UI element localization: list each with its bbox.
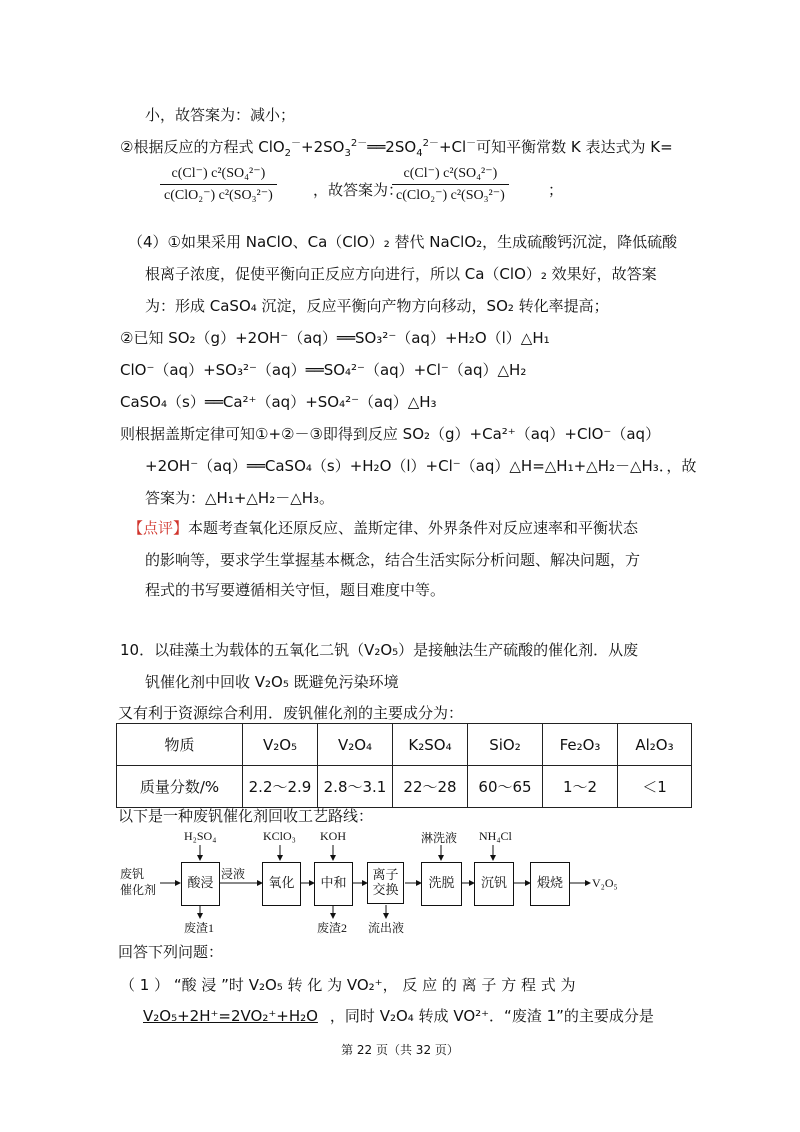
text-line: +2OH⁻（aq）══CaSO₄（s）+H₂O（l）+Cl⁻（aq）△H=△H₁+△H₂－△H₃．，故 xyxy=(145,457,697,475)
answer-line: 小，故答案为：减小； xyxy=(145,106,296,124)
table-cell: 1～2 xyxy=(543,766,618,808)
step-ion-exchange: 离子 交换 xyxy=(367,862,404,904)
answer-equation: V₂O₅+2H⁺=2VO₂⁺+H₂O xyxy=(143,1007,318,1025)
waste-label: 废渣1 xyxy=(184,921,215,935)
text-line: 则根据盖斯定律可知①+②－③即得到反应 SO₂（g）+Ca²⁺（aq）+ClO⁻（aq） xyxy=(120,425,661,443)
text-line: 答案为：△H₁+△H₂－△H₃。 xyxy=(145,489,335,507)
step-oxidation: 氧化 xyxy=(262,862,301,906)
equation-line: CaSO₄（s）══Ca²⁺（aq）+SO₄²⁻（aq）△H₃ xyxy=(120,393,437,411)
table-cell: 60～65 xyxy=(468,766,543,808)
step-elution: 洗脱 xyxy=(421,862,462,906)
equation-line: ClO⁻（aq）+SO₃²⁻（aq）══SO₄²⁻（aq）+Cl⁻（aq）△H₂ xyxy=(120,361,527,379)
product-label: V₂O₅ xyxy=(592,876,618,890)
comment-tag: 【点评】 xyxy=(128,519,189,537)
step-neutralization: 中和 xyxy=(314,862,353,906)
table-header: 物质 xyxy=(117,724,243,766)
question-10-line: 10．以硅藻土为载体的五氧化二钒（V₂O₅）是接触法生产硫酸的催化剂．从废 xyxy=(120,641,639,659)
answer-label: ，故答案为： xyxy=(313,181,404,199)
table-header: K₂SO₄ xyxy=(393,724,468,766)
text-line: （4）①如果采用 NaClO、Ca（ClO）₂ 替代 NaClO₂，生成硫酸钙沉淀，降低硫酸 xyxy=(128,233,678,251)
page-footer: 第 22 页（共 32 页） xyxy=(341,1043,459,1057)
text-line: （ 1 ） “酸 浸 ”时 V₂O₅ 转 化 为 VO₂⁺， 反 应 的 离 子 方 程 式 为 xyxy=(120,976,576,994)
equation-line: ②已知 SO₂（g）+2OH⁻（aq）══SO₃²⁻（aq）+H₂O（l）△H₁ xyxy=(120,329,550,347)
table-cell: ＜1 xyxy=(618,766,692,808)
step-precipitation: 沉钒 xyxy=(474,862,514,906)
reagent-label: 淋洗液 xyxy=(421,831,458,845)
text-line: 程式的书写要遵循相关守恒，题目难度中等。 xyxy=(145,581,446,599)
text-line: 又有利于资源综合利用．废钒催化剂的主要成分为： xyxy=(118,704,464,722)
semicolon: ； xyxy=(548,181,564,199)
equilibrium-expression-line: ②根据反应的方程式 $ClO_2^-+2SO_3^{2-}══2SO_4^{2-}+Cl^-$可知平衡常数 K 表达式为 K= xyxy=(120,138,673,159)
table-cell: 质量分数/% xyxy=(117,766,243,808)
leach-label: 浸液 xyxy=(221,867,246,881)
text-line: 为：形成 CaSO₄ 沉淀，反应平衡向产物方向移动，SO₂ 转化率提高； xyxy=(145,297,609,315)
table-cell: 2.2～2.9 xyxy=(243,766,318,808)
step-calcination: 煅烧 xyxy=(530,862,570,906)
comment-line: 【点评】本题考查氧化还原反应、盖斯定律、外界条件对反应速率和平衡状态 xyxy=(128,519,639,537)
answer-line: V₂O₅+2H⁺=2VO₂⁺+H₂O ，同时 V₂O₄ 转成 VO²⁺．“废渣 1”的主要成分是 xyxy=(143,1007,654,1025)
reagent-label: H₂SO₄ xyxy=(184,829,217,843)
table-header: V₂O₄ xyxy=(318,724,393,766)
k-answer-fraction: c(Cl⁻) c²(SO₄²⁻) c(ClO₂⁻) c²(SO₃²⁻) xyxy=(392,165,509,204)
text-line: 根离子浓度，促使平衡向正反应方向进行，所以 Ca（ClO）₂ 效果好，故答案 xyxy=(145,265,657,283)
table-header: Fe₂O₃ xyxy=(543,724,618,766)
input-label: 废钒 催化剂 xyxy=(120,867,157,897)
step-acid-leach: 酸浸 xyxy=(181,862,220,906)
reagent-label: NH₄Cl xyxy=(479,829,512,843)
k-expression-fraction: c(Cl⁻) c²(SO₄²⁻) c(ClO₂⁻) c²(SO₃²⁻) xyxy=(160,165,277,204)
waste-label: 废渣2 xyxy=(317,921,348,935)
table-cell: 22～28 xyxy=(393,766,468,808)
table-header: V₂O₅ xyxy=(243,724,318,766)
table-header: SiO₂ xyxy=(468,724,543,766)
text-line: 的影响等，要求学生掌握基本概念，结合生活实际分析问题、解决问题，方 xyxy=(145,551,641,569)
text-line: 以下是一种废钒催化剂回收工艺路线： xyxy=(118,807,374,825)
text-line: 钒催化剂中回收 V₂O₅ 既避免污染环境 xyxy=(145,673,399,691)
table-cell: 2.8～3.1 xyxy=(318,766,393,808)
reagent-label: KClO₃ xyxy=(263,829,296,843)
reagent-label: KOH xyxy=(320,829,346,843)
text-line: 回答下列问题： xyxy=(118,943,224,961)
table-header: Al₂O₃ xyxy=(618,724,692,766)
waste-label: 流出液 xyxy=(368,921,405,935)
